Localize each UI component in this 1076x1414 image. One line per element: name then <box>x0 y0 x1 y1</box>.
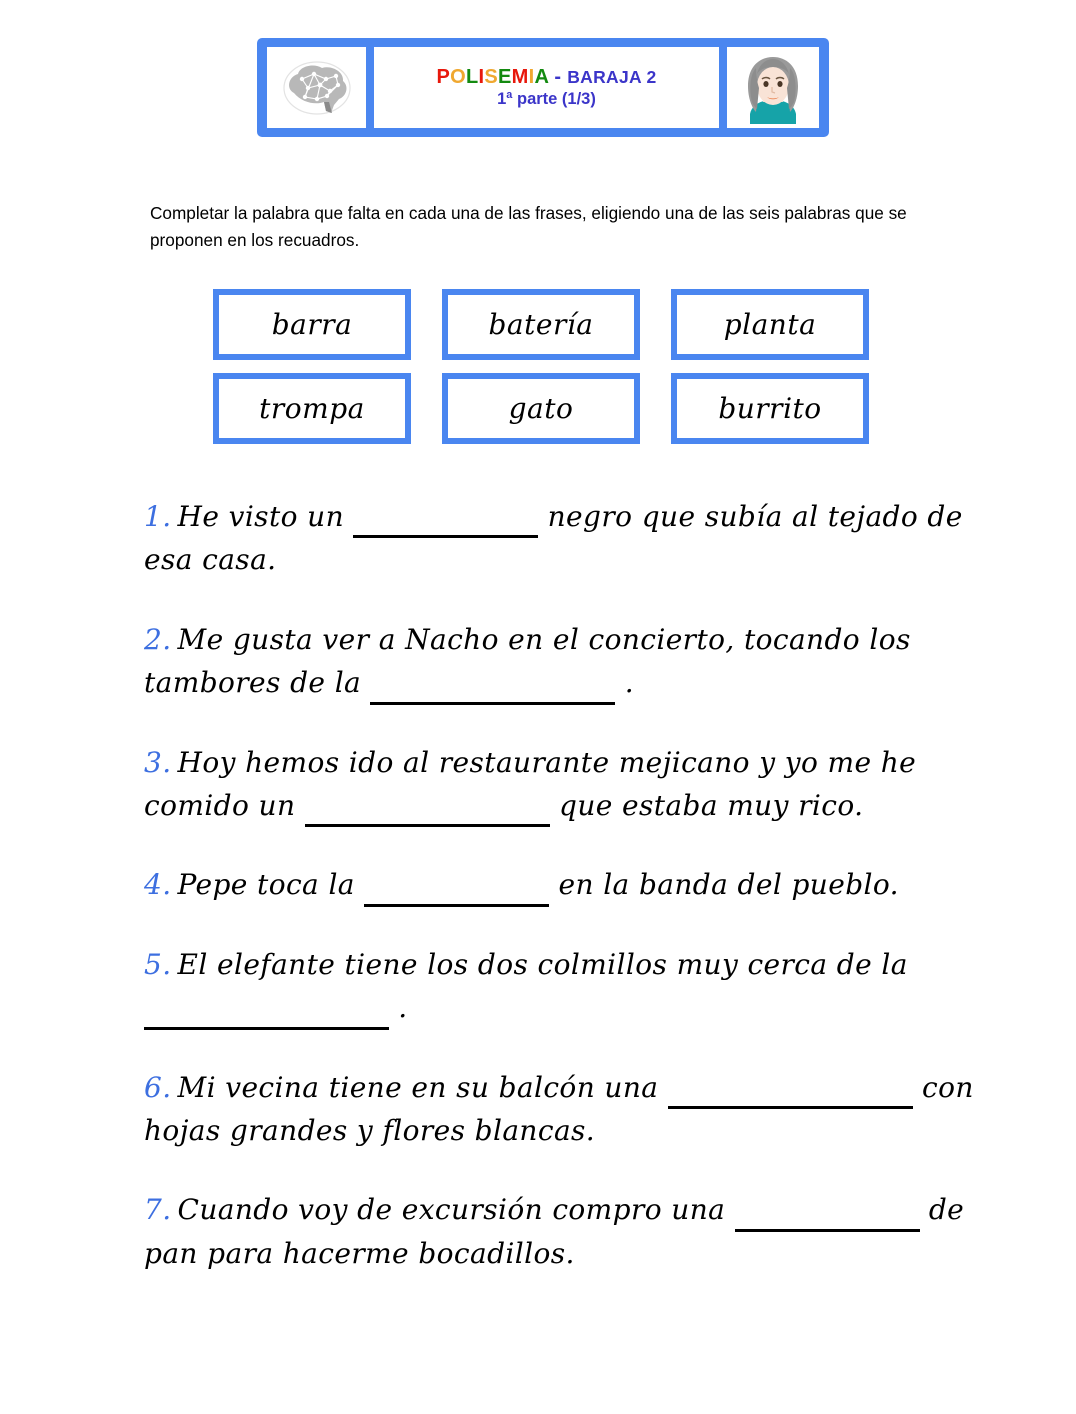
avatar-cell <box>727 47 819 128</box>
brain-icon-cell <box>267 47 366 128</box>
sentence-number: 5. <box>144 947 172 981</box>
word-box-bateria[interactable] <box>442 289 640 360</box>
title-letter-1: O <box>450 66 466 89</box>
brain-network-icon <box>274 55 360 121</box>
sentence-5 <box>144 943 1004 1030</box>
sentence-text-after: negro que subía al tejado de esa casa. <box>144 500 963 577</box>
sentence-4 <box>144 863 1004 906</box>
word-bank <box>213 289 893 457</box>
word-label: barra <box>271 308 353 341</box>
sentence-2 <box>144 618 1004 705</box>
sentence-text-before: Me gusta ver a Nacho en el concierto, tocando los tambores de la <box>144 622 911 700</box>
sentence-text-after: en la banda del pueblo. <box>549 868 899 902</box>
sentence-text-after: . <box>389 991 408 1025</box>
word-box-planta[interactable] <box>671 289 869 360</box>
sentence-text-after: de pan para hacerme bocadillos. <box>144 1193 965 1270</box>
sentence-text-before: Mi vecina tiene en su balcón una <box>177 1070 668 1104</box>
header-banner <box>257 38 829 137</box>
sentence-list <box>144 495 1004 1311</box>
answer-blank[interactable] <box>370 675 615 705</box>
title-letter-7: I <box>528 66 535 89</box>
word-box-gato[interactable] <box>442 373 640 444</box>
sentence-3 <box>144 741 1004 828</box>
sentence-number: 1. <box>144 500 172 533</box>
title-letter-8: A <box>534 66 549 89</box>
title-letter-0: P <box>436 66 451 89</box>
word-label: planta <box>723 308 817 341</box>
word-label: batería <box>488 308 594 341</box>
sentence-text-after: . <box>615 666 635 700</box>
sentence-7 <box>144 1188 1004 1275</box>
answer-blank[interactable] <box>305 798 550 828</box>
answer-blank[interactable] <box>735 1202 920 1232</box>
word-bank-row-2 <box>213 373 893 444</box>
word-label: gato <box>508 392 574 425</box>
sentence-number: 6. <box>144 1070 172 1104</box>
title-letter-3: I <box>478 66 485 89</box>
title-letter-5: E <box>498 66 512 89</box>
sentence-text-before: El elefante tiene los dos colmillos muy cerca de la <box>177 947 908 981</box>
title-baraja: BARAJA 2 <box>567 67 657 88</box>
sentence-text-before: Pepe toca la <box>177 868 365 902</box>
sentence-text-after: que estaba muy rico. <box>549 788 864 822</box>
title-letter-4: S <box>484 66 499 89</box>
sentence-text-after: con hojas grandes y flores blancas. <box>144 1070 974 1147</box>
instructions-text: Completar la palabra que falta en cada una de las frases, eligiendo una de las seis palabras que se proponen en los recuadros. <box>150 203 907 250</box>
title-colored-word <box>437 66 549 88</box>
answer-blank[interactable] <box>353 509 538 539</box>
title-letter-2: L <box>466 66 479 89</box>
sentence-1 <box>144 495 1004 582</box>
sentence-6 <box>144 1066 1004 1153</box>
word-box-barra[interactable] <box>213 289 411 360</box>
word-label: burrito <box>718 392 822 425</box>
woman-avatar-icon <box>736 52 810 124</box>
sentence-number: 3. <box>144 745 172 779</box>
sentence-number: 7. <box>144 1193 172 1227</box>
header-title-cell <box>374 47 719 128</box>
answer-blank[interactable] <box>364 877 549 907</box>
word-box-burrito[interactable] <box>671 373 869 444</box>
sentence-text-before: He visto un <box>177 500 354 533</box>
sentence-text-before: Cuando voy de excursión compro una <box>177 1193 735 1227</box>
word-bank-row-1 <box>213 289 893 360</box>
title-letter-6: M <box>511 66 529 89</box>
page-subtitle: 1ª parte (1/3) <box>497 90 596 109</box>
sentence-text-before: Hoy hemos ido al restaurante mejicano y yo me he comido un <box>144 745 917 822</box>
title-separator: - <box>548 66 568 89</box>
answer-blank[interactable] <box>144 1000 389 1030</box>
word-box-trompa[interactable] <box>213 373 411 444</box>
page-title <box>437 66 657 88</box>
sentence-number: 2. <box>144 622 172 656</box>
answer-blank[interactable] <box>668 1079 913 1109</box>
sentence-number: 4. <box>144 868 172 902</box>
word-label: trompa <box>259 392 365 425</box>
